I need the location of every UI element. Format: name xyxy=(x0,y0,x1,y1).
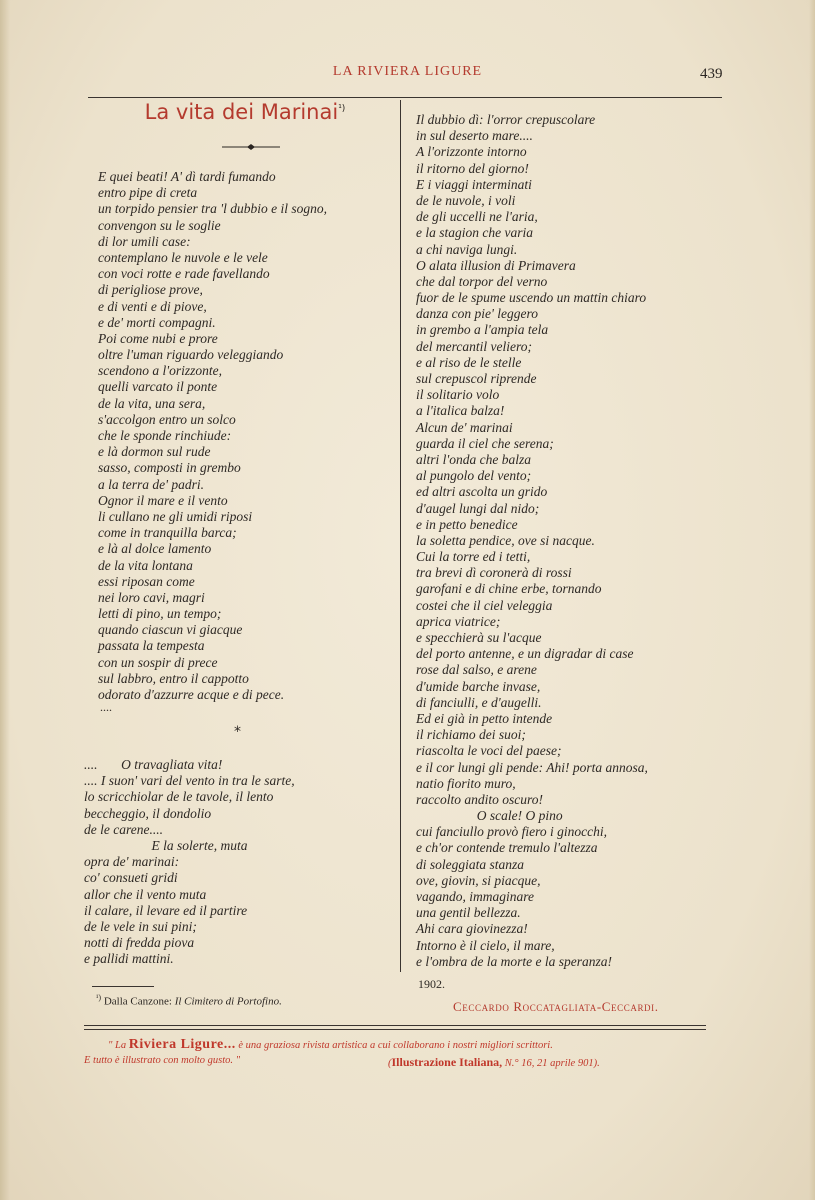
verse-line: a chi naviga lungi. xyxy=(416,241,518,257)
verse-line: di lor umili case: xyxy=(98,233,191,249)
verse-line: con voci rotte e rade favellando xyxy=(98,266,270,282)
title-ornament-icon xyxy=(222,144,280,150)
verse-line: il solitario volo xyxy=(416,387,500,403)
verse-line: rose dal salso, e arene xyxy=(416,662,537,678)
verse-line: Il dubbio dì: l'orror crepuscolare xyxy=(416,112,596,127)
verse-line: di soleggiata stanza xyxy=(416,856,525,872)
verse-line: Poi come nubi e prore xyxy=(98,330,218,346)
promo-text-1: è una graziosa rivista artistica a cui collaborano i nostri migliori scrittori. xyxy=(238,1040,553,1051)
verse-line: co' consueti gridi xyxy=(84,870,178,886)
verse-line: sasso, composti in grembo xyxy=(98,460,241,476)
verse-line: allor che il vento muta xyxy=(84,886,207,902)
verse-line: Intorno è il cielo, il mare, xyxy=(416,937,555,953)
verse-line: altri l'onda che balza xyxy=(416,451,532,467)
verse-line: aprica viatrice; xyxy=(416,613,501,629)
verse-line: e il cor lungi gli pende: Ahi! porta annosa, xyxy=(416,759,648,775)
verse-line: cui fanciullo provò fiero i ginocchi, xyxy=(416,824,607,840)
verse-line: il ritorno del giorno! xyxy=(416,160,529,176)
verse-line: e pallidi mattini. xyxy=(84,951,174,967)
poem-title xyxy=(110,100,380,124)
promo-quote-line-2 xyxy=(84,1055,710,1069)
footnote-marker: ¹) xyxy=(338,104,346,114)
verse-line: riascolta le voci del paese; xyxy=(416,743,562,759)
verse-line: A l'orizzonte intorno xyxy=(416,144,527,160)
verse-line: .... O travagliata vita! xyxy=(84,757,223,772)
verse-line: con un sospir di prece xyxy=(98,654,218,670)
verse-line: de la vita, una sera, xyxy=(98,395,206,411)
verse-line: in sul deserto mare.... xyxy=(416,128,533,144)
promo-source-open: ( xyxy=(388,1058,392,1069)
page-number: 439 xyxy=(700,66,723,82)
verse-line: e l'ombra de la morte e la speranza! xyxy=(416,953,612,969)
verse-line: E i viaggi interminati xyxy=(416,176,532,192)
promo-source-name: Illustrazione Italiana, xyxy=(391,1055,503,1069)
verse-line: Ed ei già in petto intende xyxy=(416,710,553,726)
verse-line: la soletta pendice, ove si nacque. xyxy=(416,532,595,548)
verse-line: guarda il ciel che serena; xyxy=(416,435,554,451)
verse-line: garofani e di chine erbe, tornando xyxy=(416,581,602,597)
header-rule xyxy=(88,97,722,98)
verse-line: ove, giovin, si piacque, xyxy=(416,872,541,888)
verse-line: E la solerte, muta xyxy=(84,837,248,853)
promo-text-2: E tutto è illustrato con molto gusto. " xyxy=(84,1055,241,1066)
verse-line: e in petto benedice xyxy=(416,516,518,532)
verse-line: beccheggio, il dondolio xyxy=(84,805,212,821)
asterisk-divider: * xyxy=(234,724,241,740)
verse-line: come in tranquilla barca; xyxy=(98,525,237,541)
verse-line: de le carene.... xyxy=(84,821,163,837)
verse-line: danza con pie' leggero xyxy=(416,306,538,322)
verse-line: e là al dolce lamento xyxy=(98,541,212,557)
verse-line: a l'italica balza! xyxy=(416,403,505,419)
verse-line: del porto antenne, e un digradar di case xyxy=(416,646,634,662)
verse-line: letti di pino, un tempo; xyxy=(98,606,222,622)
bottom-rule xyxy=(84,1025,706,1026)
footnote-work-title: Il Cimitero di Portofino. xyxy=(174,995,282,1008)
page-edge-left xyxy=(0,0,10,1200)
footnote xyxy=(96,993,282,1008)
verse-line: d'umide barche invase, xyxy=(416,678,541,694)
verse-line: E quei beati! A' dì tardi fumando xyxy=(98,169,276,184)
verse-line: in grembo a l'ampia tela xyxy=(416,322,549,338)
verse-line: Cui la torre ed i tetti, xyxy=(416,549,531,565)
footnote-number: ¹) xyxy=(96,993,102,1002)
verse-line: sul crepuscol riprende xyxy=(416,371,537,386)
verse-block-right xyxy=(416,112,648,970)
verse-line: Ognor il mare e il vento xyxy=(98,492,228,508)
verse-line: .... I suon' vari del vento in tra le sarte, xyxy=(84,773,295,789)
verse-line: oltre l'uman riguardo veleggiando xyxy=(98,347,284,363)
verse-line: quando ciascun vi giacque xyxy=(98,622,243,638)
verse-line: de le nuvole, i voli xyxy=(416,192,516,208)
verse-block-left-top xyxy=(98,169,327,703)
verse-line: Alcun de' marinai xyxy=(416,419,513,435)
verse-line: e ch'or contende tremulo l'altezza xyxy=(416,840,598,856)
poem-date: 1902. xyxy=(418,977,445,991)
verse-line: quelli varcato il ponte xyxy=(98,379,218,395)
verse-line: de le vele in sui pini; xyxy=(84,918,197,934)
verse-line: che le sponde rinchiude: xyxy=(98,428,232,443)
page-edge-right xyxy=(809,0,815,1200)
verse-line: a la terra de' padri. xyxy=(98,476,205,492)
verse-line: passata la tempesta xyxy=(98,638,205,654)
verse-line: entro pipe di creta xyxy=(98,185,198,201)
verse-line: e de' morti compagni. xyxy=(98,314,216,330)
verse-line: il calare, il levare ed il partire xyxy=(84,902,248,918)
verse-line: notti di fredda piova xyxy=(84,935,195,951)
verse-line: e al riso de le stelle xyxy=(416,354,522,370)
verse-line: O alata illusion di Primavera xyxy=(416,257,576,273)
verse-line: Ahi cara giovinezza! xyxy=(416,921,528,937)
verse-line: una gentil bellezza. xyxy=(416,905,521,921)
verse-line: di fanciulli, e d'augelli. xyxy=(416,694,542,710)
promo-source xyxy=(388,1055,600,1070)
running-head: LA RIVIERA LIGURE xyxy=(332,64,483,79)
verse-line: scendono a l'orizzonte, xyxy=(98,363,223,379)
column-divider xyxy=(400,100,401,972)
verse-line: di perigliose prove, xyxy=(98,282,203,298)
footnote-rule xyxy=(92,986,154,987)
bottom-rule-thin xyxy=(84,1029,706,1030)
promo-source-rest: N.° 16, 21 aprile 901). xyxy=(502,1058,600,1069)
verse-block-left-bottom xyxy=(84,757,295,967)
verse-line: e la stagion che varia xyxy=(416,225,533,241)
verse-line: convengon su le soglie xyxy=(98,217,221,233)
poem-author: Ceccardo Roccatagliata-Ceccardi. xyxy=(453,999,659,1014)
promo-open-quote: " La xyxy=(108,1040,127,1051)
verse-line: un torpido pensier tra 'l dubbio e il sogno, xyxy=(98,201,328,217)
promo-quote-line-1 xyxy=(108,1037,734,1053)
verse-line: costei che il ciel veleggia xyxy=(416,597,553,613)
verse-line: de la vita lontana xyxy=(98,557,193,573)
verse-line: contemplano le nuvole e le vele xyxy=(98,249,268,265)
verse-line: nei loro cavi, magri xyxy=(98,589,205,605)
verse-line: vagando, immaginare xyxy=(416,889,534,904)
verse-line: fuor de le spume uscendo un mattin chiaro xyxy=(416,290,647,306)
verse-line: al pungolo del vento; xyxy=(416,468,532,484)
verse-line: lo scricchiolar de le tavole, il lento xyxy=(84,789,274,805)
verse-line: d'augel lungi dal nido; xyxy=(416,500,540,516)
verse-line: e là dormon sul rude xyxy=(98,444,211,460)
verse-line: odorato d'azzurre acque e di pece. xyxy=(98,687,285,702)
verse-line: del mercantil veliero; xyxy=(416,338,532,354)
verse-line: sul labbro, entro il cappotto xyxy=(98,670,249,686)
verse-line: s'accolgon entro un solco xyxy=(98,411,236,427)
verse-line: de gli uccelli ne l'aria, xyxy=(416,209,538,225)
verse-line: raccolto andito oscuro! xyxy=(416,791,543,807)
promo-magazine-name: Riviera Ligure... xyxy=(128,1037,236,1052)
footnote-text: Dalla Canzone: xyxy=(103,995,172,1008)
verse-line: li cullano ne gli umidi riposi xyxy=(98,508,253,524)
verse-line: tra brevi dì coronerà di rossi xyxy=(416,565,572,581)
verse-line: e specchierà su l'acque xyxy=(416,630,542,645)
verse-line: natio fiorito muro, xyxy=(416,775,516,791)
verse-line: ed altri ascolta un grido xyxy=(416,484,548,500)
verse-line: che dal torpor del verno xyxy=(416,273,548,289)
verse-line: O scale! O pino xyxy=(416,808,563,824)
verse-line: essi riposan come xyxy=(98,573,195,589)
verse-line: opra de' marinai: xyxy=(84,854,180,870)
verse-line: il richiamo dei suoi; xyxy=(416,727,526,743)
poem-title-text: La vita dei Marinai xyxy=(144,100,339,124)
ellipsis: .... xyxy=(100,700,112,714)
verse-line: e di venti e di piove, xyxy=(98,298,207,314)
